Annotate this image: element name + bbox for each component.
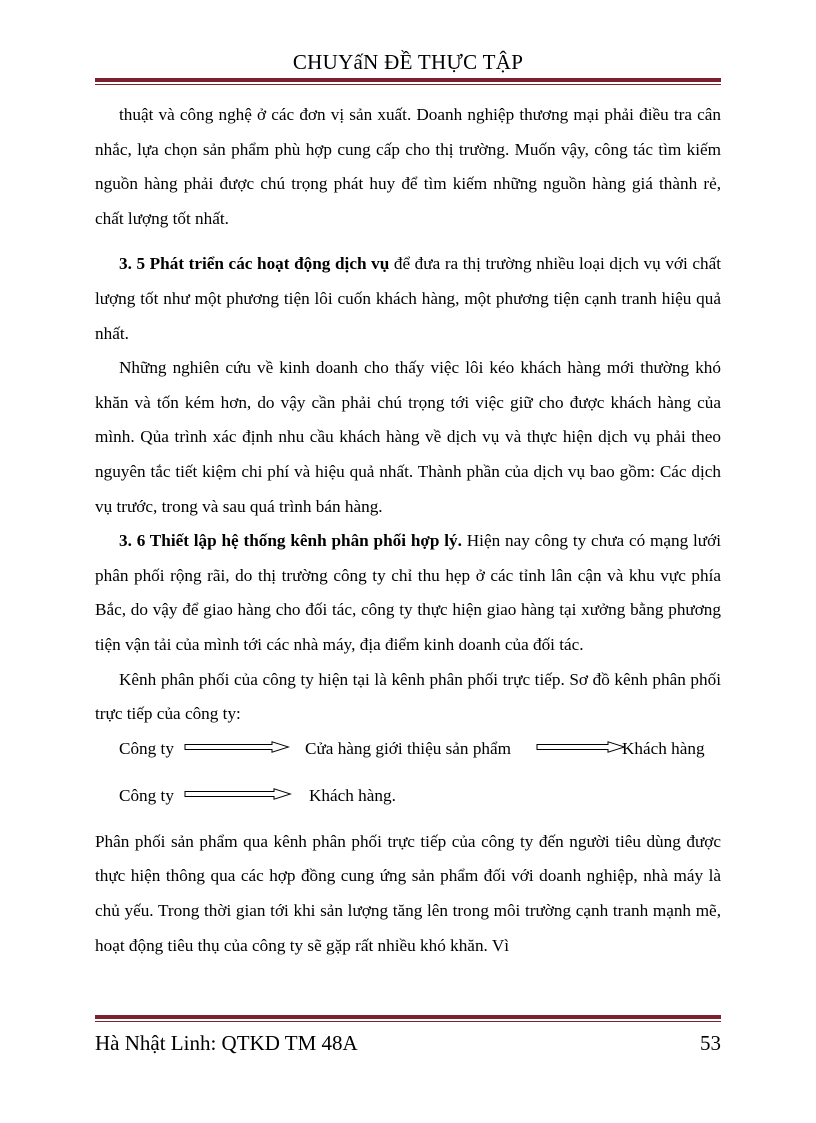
channel-diagram-row-1 <box>95 732 721 767</box>
footer-author: Hà Nhật Linh: QTKD TM 48A <box>95 1031 358 1055</box>
arrow-right-icon <box>184 788 292 800</box>
diagram-node-customer: Khách hàng <box>622 738 705 758</box>
paragraph-distribution-text: Hiện nay công ty chưa có mạng lưới phân phối rộng rãi, do thị trường công ty chỉ thu hẹp ở các tỉnh lân cận và khu vực phía Bắc, do vậy để giao hàng cho đối tác, công ty thực hiện giao hàng tại xưởng bằng phương tiện vận tải của mình tới các nhà máy, địa điểm kinh doanh của đối tác. <box>95 531 721 654</box>
diagram-node-company: Công ty <box>119 738 174 758</box>
section-heading-3-5: 3. 5 Phát triển các hoạt động dịch vụ <box>119 254 390 274</box>
arrow-right-icon <box>536 741 626 753</box>
header-rule <box>95 78 721 85</box>
footer-rule <box>95 1015 721 1022</box>
channel-diagram-row-2 <box>95 779 721 814</box>
arrow-right-icon <box>184 741 290 753</box>
diagram-node-showroom: Cửa hàng giới thiệu sản phẩm <box>305 738 511 758</box>
section-heading-3-6: 3. 6 Thiết lập hệ thống kênh phân phối hợp lý. <box>119 531 462 551</box>
paragraph-direct-channel: Phân phối sản phẩm qua kênh phân phối trực tiếp của công ty đến người tiêu dùng được thực hiện thông qua các hợp đồng cung ứng sản phẩm đối với doanh nghiệp, nhà máy là chủ yếu. Trong thời gian tới khi sản lượng tăng lên trong môi trường cạnh tranh mạnh mẽ, hoạt động tiêu thụ của công ty sẽ gặp rất nhiều khó khăn. Vì <box>95 831 721 955</box>
diagram-node-customer: Khách hàng. <box>309 786 396 806</box>
paragraph-services <box>95 247 721 351</box>
paragraph-services-text: để đưa ra thị trường nhiều loại dịch vụ với chất lượng tốt như một phương tiện lôi cuốn khách hàng, một phương tiện cạnh tranh hiệu quả nhất. <box>95 254 722 343</box>
paragraph-sourcing: thuật và công nghệ ở các đơn vị sản xuất. Doanh nghiệp thương mại phải điều tra cân nhắc, lựa chọn sản phẩm phù hợp cung cấp cho thị trường. Muốn vậy, công tác tìm kiếm nguồn hàng phải được chú trọng phát huy để tìm kiếm những nguồn hàng giá thành rẻ, chất lượng tốt nhất. <box>95 105 721 228</box>
page-number: 53 <box>700 1031 721 1055</box>
paragraph-distribution <box>95 524 721 662</box>
page-header-title: CHUYấN ĐỀ THỰC TẬP <box>292 50 524 74</box>
document-body <box>95 98 721 963</box>
paragraph-customer-retention: Những nghiên cứu về kinh doanh cho thấy việc lôi kéo khách hàng mới thường khó khăn và tốn kém hơn, do vậy cần phải chú trọng tới việc giữ cho được khách hàng của mình. Qủa trình xác định nhu cầu khách hàng về dịch vụ và thực hiện dịch vụ phải theo nguyên tắc tiết kiệm chi phí và hiệu quả nhất. Thành phần của dịch vụ bao gồm: Các dịch vụ trước, trong và sau quá trình bán hàng. <box>95 358 721 516</box>
diagram-node-company: Công ty <box>119 786 174 806</box>
paragraph-channel-intro: Kênh phân phối của công ty hiện tại là kênh phân phối trực tiếp. Sơ đồ kênh phân phối trực tiếp của công ty: <box>95 669 721 724</box>
